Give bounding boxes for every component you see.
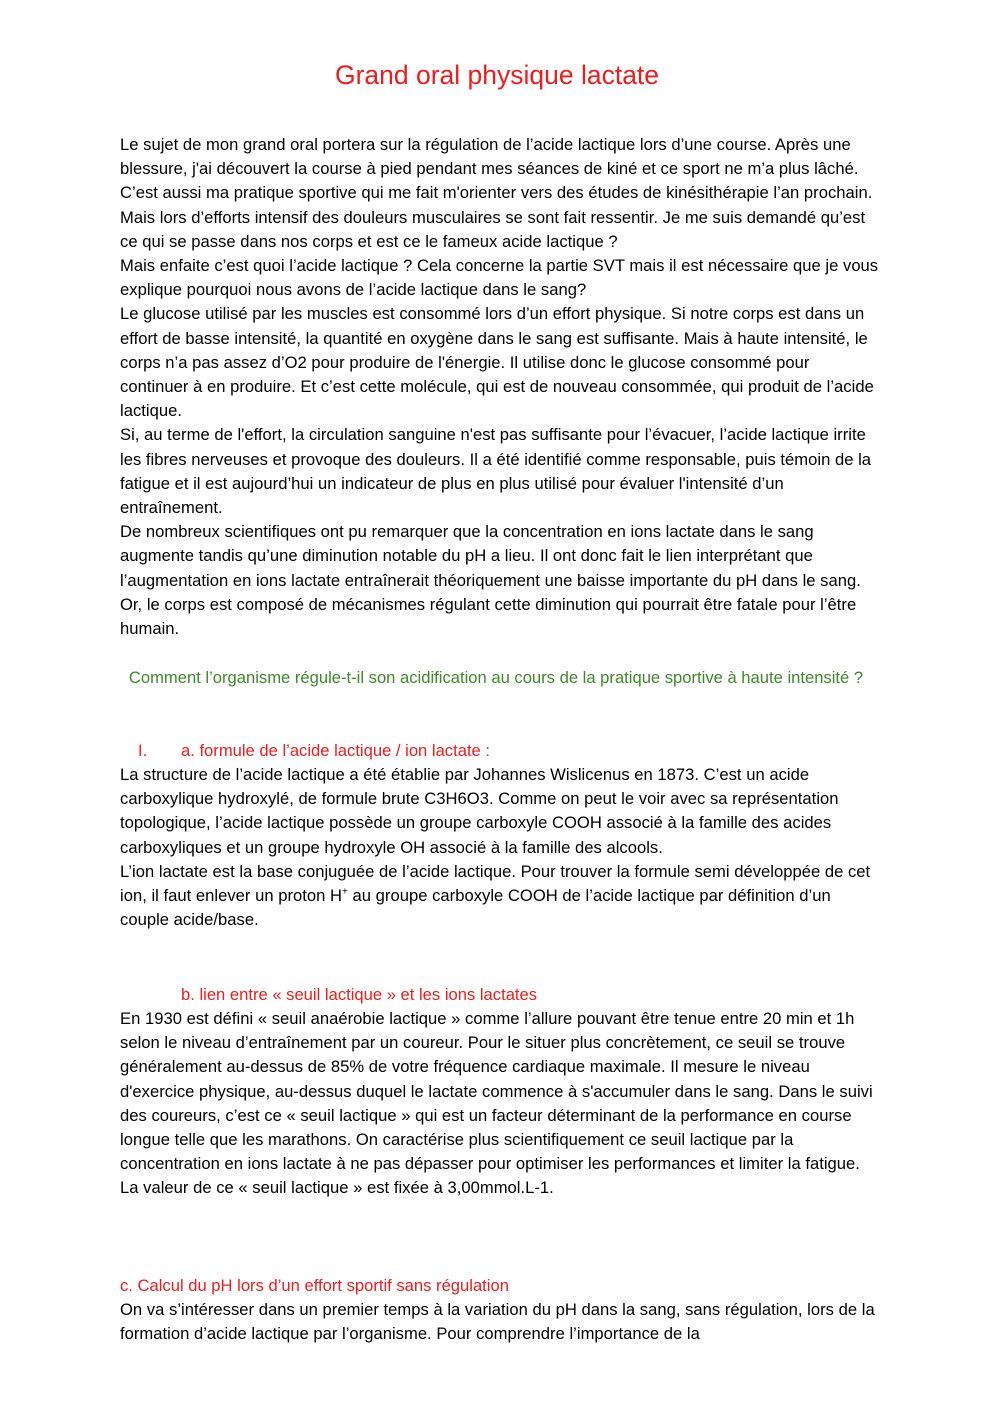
document-title: Grand oral physique lactate bbox=[334, 60, 660, 90]
proton-charge: + bbox=[342, 886, 348, 898]
section-1a-paragraph-1: La structure de l’acide lactique a été établie par Johannes Wislicenus en 1873. C’est un acide carboxylique hydroxylé, de formule brute C3H6O3. Comme on peut le voir avec sa représentation topologique, l’acide lactique possède un groupe carboxyle COOH associé à la famille des acides carboxyliques et un groupe hydroxyle OH associé à la famille des alcools. bbox=[120, 765, 839, 857]
intro-paragraph-3: Le glucose utilisé par les muscles est consommé lors d’un effort physique. Si notre corps est dans un effort de basse intensité, la quantité en oxygène dans le sang est suffisante. Mais à haute intensité, le corps n’a pas assez d’O2 pour produire de l'énergie. Il utilise donc le glucose consommé pour continuer à en produire. Et c’est cette molécule, qui est de nouveau consommée, qui produit de l’acide lactique. bbox=[120, 304, 874, 421]
intro-paragraph-5: De nombreux scientifiques ont pu remarquer que la concentration en ions lactate dans le sang augmente tandis qu’une diminution notable du pH a lieu. Il ont donc fait le lien interprétant que l’augmentation en ions lactate entraînerait théoriquement une baisse importante du pH dans le sang. Or, le corps est composé de mécanismes régulant cette diminution qui pourrait être fatale pour l’être humain. bbox=[120, 522, 861, 639]
intro-paragraph-4: Si, au terme de l'effort, la circulation sanguine n'est pas suffisante pour l’évacuer, l’acide lactique irrite les fibres nerveuses et provoque des douleurs. Il a été identifié comme responsable, puis témoin de la fatigue et il est aujourd’hui un indicateur de plus en plus utilisé pour évaluer l'intensité d’un entraînement. bbox=[120, 425, 872, 518]
section-1a-heading: a. formule de l’acide lactique / ion lactate : bbox=[181, 741, 491, 760]
section-1a-paragraph-2-end: au groupe carboxyle COOH de l’acide lactique par définition d’un couple acide/base. bbox=[120, 886, 831, 930]
intro-text bbox=[120, 133, 880, 641]
section-1-numeral: I. bbox=[138, 741, 148, 760]
section-1a-paragraph-2 bbox=[120, 860, 880, 933]
section-1c-heading: c. Calcul du pH lors d’un effort sportif sans régulation bbox=[120, 1276, 509, 1295]
section-1c-text bbox=[120, 1298, 880, 1346]
section-1c-paragraph: On va s’intéresser dans un premier temps à la variation du pH dans la sang, sans régulation, lors de la formation d’acide lactique par l’organisme. Pour comprendre l’importance de la bbox=[120, 1300, 875, 1344]
intro-paragraph-1: Le sujet de mon grand oral portera sur la régulation de l’acide lactique lors d’une course. Après une blessure, j'ai découvert la course à pied pendant mes séances de kiné et ce sport ne m’a plus lâché. C’est aussi ma pratique sportive qui me fait m'orienter vers des études de kinésithérapie l’an prochain. Mais lors d’efforts intensif des douleurs musculaires se sont fait ressentir. Je me suis demandé qu’est ce qui se passe dans nos corps et est ce le fameux acide lactique ? bbox=[120, 135, 873, 251]
section-1b-paragraph: En 1930 est défini « seuil anaérobie lactique » comme l’allure pouvant être tenue entre 20 min et 1h selon le niveau d’entraînement par un coureur. Pour le situer plus concrètement, ce seuil se trouve généralement au-dessus de 85% de votre fréquence cardiaque maximale. Il mesure le niveau d'exercice physique, au-dessus duquel le lactate commence à s'accumuler dans le sang. Dans le suivi des coureurs, c’est ce « seuil lactique » qui est un facteur déterminant de la performance en course longue telle que les marathons. On caractérise plus scientifiquement ce seuil lactique par la concentration en ions lactate à ne pas dépasser pour optimiser les performances et limiter la fatigue. La valeur de ce « seuil lactique » est fixée à 3,00mmol.L-1. bbox=[120, 1009, 873, 1198]
problem-statement: Comment l’organisme régule-t-il son acidification au cours de la pratique sportive à haute intensité ? bbox=[128, 668, 864, 687]
section-1b-heading: b. lien entre « seuil lactique » et les ions lactates bbox=[181, 985, 538, 1004]
intro-paragraph-2: Mais enfaite c’est quoi l’acide lactique ? Cela concerne la partie SVT mais il est nécessaire que je vous explique pourquoi nous avons de l’acide lactique dans le sang? bbox=[120, 256, 879, 300]
section-1a-text bbox=[120, 763, 880, 932]
section-1a-paragraph-2-start: L’ion lactate est la base conjuguée de l’acide lactique. Pour trouver la formule semi développée de cet ion, il faut enlever un proton bbox=[120, 861, 871, 906]
proton-symbol: H bbox=[330, 886, 343, 906]
section-1b-text bbox=[120, 1007, 880, 1201]
